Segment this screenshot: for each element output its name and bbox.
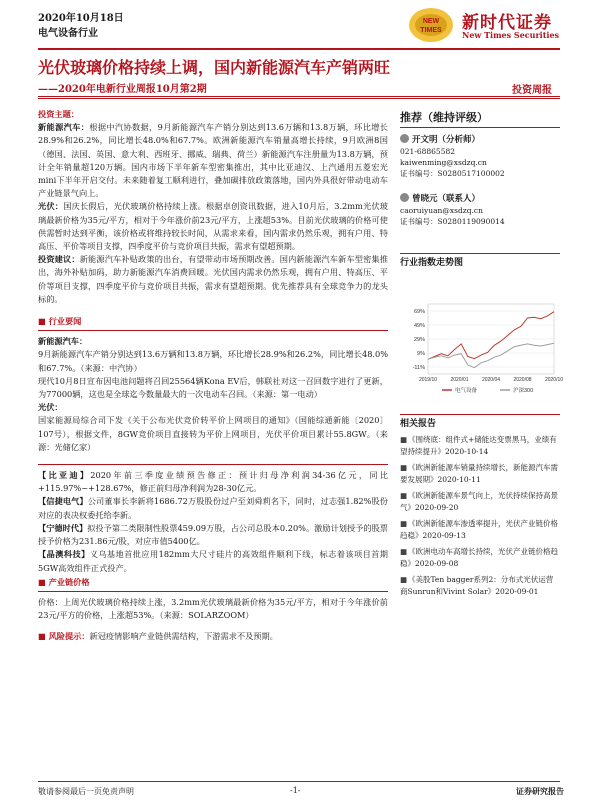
company-item: 【晶澳科技】义乌基地首批应用182mm大尺寸硅片的高效组件顺利下线，标志着该项目首期5GW高效组件正式投产。 bbox=[38, 549, 388, 573]
related-report-item[interactable]: ■《欧洲新能源车景气向上，光伏持续保持高景气》2020-09-20 bbox=[400, 491, 558, 512]
industry-name: 电气设备行业 bbox=[38, 28, 98, 39]
title-divider-top bbox=[38, 96, 560, 97]
news-heading: ■ 行业要闻 bbox=[38, 316, 82, 327]
brand-name-cn: 新时代证券 bbox=[462, 13, 552, 33]
logo-text-bottom: TIMES bbox=[420, 27, 442, 34]
page-number: -1- bbox=[290, 786, 301, 795]
footer-disclaimer: 敬请参阅最后一页免责声明 bbox=[38, 787, 134, 796]
company-divider bbox=[38, 464, 388, 465]
point-nev bbox=[38, 121, 388, 200]
chain-heading: ■ 产业链价格 bbox=[38, 576, 90, 587]
chart-title: 行业指数走势图 bbox=[400, 258, 464, 268]
legend-label: 沪深300 bbox=[513, 388, 534, 394]
title-divider-bottom bbox=[38, 98, 560, 99]
news-pv-p1: 国家能源局综合司下发《关于公布光伏竞价转平价上网项目的通知》（国能综通新能〔2020〕107号），根据文件，8GW竞价项目直接转为平价上网项目，光伏平价项目累计55.8GW。（来源：光储亿家） bbox=[38, 415, 388, 452]
point-pv-text: 国庆长假后，光伏玻璃价格持续上涨。根据卓创资讯数据，进入10月后，3.2mm光伏玻璃最新价格为35元/平方，相对于今年涨价前23元/平方，上涨超53%。目前光伏玻璃的价格可使供需暂时达到平衡，该价格或将维持较长时间，从需求来看，国内需求仍然乐观，拥有户用、特高压、平价等项目支撑，四季度平价与竞价项目共振，需求有望超预期。 bbox=[38, 201, 388, 252]
y-tick-label: 49% bbox=[413, 323, 425, 329]
analyst2-name: 曾晓元（联系人） bbox=[400, 193, 560, 205]
chart-divider bbox=[400, 253, 560, 254]
brand-logo bbox=[407, 6, 455, 44]
header-divider bbox=[38, 48, 560, 50]
related-report-item[interactable]: ■《围绕底：组件式+储能达变票黑马，业绩有望持续提升》2020-10-14 bbox=[400, 435, 557, 456]
person-icon bbox=[400, 134, 409, 143]
x-tick-label: 2020/01 bbox=[450, 377, 469, 383]
analyst2-email[interactable]: caoruiyuan@xsdzq.cn bbox=[400, 206, 483, 215]
point-pv-label: 光伏： bbox=[38, 201, 64, 212]
company-item: 【宁德时代】拟投予第二类限制性股票459.09万股，占公司总股本0.20%。激励计划授予的股票授予价格为231.86元/股，对应市值5400亿。 bbox=[38, 522, 388, 547]
company-name: 【晶澳科技】 bbox=[38, 549, 90, 560]
main-column bbox=[38, 108, 388, 644]
news-divider bbox=[38, 330, 388, 331]
rating-label: 推荐（维持评级） bbox=[400, 111, 488, 124]
analyst1-phone: 021-68865582 bbox=[400, 147, 456, 156]
news-pv-title: 光伏： bbox=[38, 402, 63, 413]
analyst1-email[interactable]: kaiwenming@xsdzq.cn bbox=[400, 158, 487, 167]
x-tick-label: 2020/04 bbox=[481, 377, 501, 383]
y-tick-label: 69% bbox=[413, 309, 425, 315]
point-nev-label: 新能源汽车： bbox=[38, 122, 90, 133]
legend-label: 电气设备 bbox=[455, 388, 478, 394]
y-tick-label: 29% bbox=[413, 337, 425, 343]
risk-note: ■ 风险提示：新冠疫情影响产业链供需结构，下游需求不及预期。 bbox=[38, 631, 278, 642]
report-title: 光伏玻璃价格持续上调，国内新能源汽车产销两旺 bbox=[38, 58, 391, 77]
analyst2-cert: 证书编号：S0280119090014 bbox=[400, 217, 505, 226]
sidebar bbox=[400, 108, 560, 269]
index-trend-chart bbox=[400, 296, 564, 396]
y-tick-label: 9% bbox=[417, 351, 425, 357]
related-report-item[interactable]: ■《欧洲新能源车渗透率提升，光伏产业链价格趋稳》2020-09-13 bbox=[400, 519, 558, 540]
risk-label: 风险提示： bbox=[48, 631, 90, 642]
footer-divider bbox=[38, 781, 560, 782]
x-tick-label: 2020/08 bbox=[513, 377, 532, 383]
news-nev-title: 新能源汽车： bbox=[38, 336, 88, 347]
company-item: 【比亚迪】2020年前三季度业绩预告修正：预计归母净利润34-36亿元，同比+115.97%~+128.67%，修正前归母净利润为28-30亿元。 bbox=[38, 470, 388, 494]
news-nev-p2: 现代10月8日宣布因电池问题将召回25564辆Kona EV后，韩联社对这一召回数字进行了更新，为77000辆，这也是全球迄今数量最大的一次电动车召回。（来源：第一电动） bbox=[38, 375, 388, 400]
brand-name-en: New Times Securities bbox=[462, 30, 560, 40]
person-icon bbox=[400, 193, 409, 202]
risk-text: 新冠疫情影响产业链供需结构，下游需求不及预期。 bbox=[89, 631, 278, 642]
report-subtitle: ——2020年电新行业周报10月第2期 bbox=[38, 84, 207, 95]
sidebar-divider bbox=[400, 127, 560, 128]
point-advice-label: 投资建议： bbox=[38, 254, 80, 265]
company-name: 【宁德时代】 bbox=[38, 522, 88, 533]
company-item: 【信捷电气】公司董事长李新将1686.72万股股份过户至刘舜莉名下，同时，过志强1.82%股份对应的表决权委托给李新。 bbox=[38, 496, 388, 520]
point-advice-text: 新能源汽车补贴政策的出台，有望带动市场预期改善。国内新能源汽车新车型密集推出，海外补贴加码，助力新能源汽车消费回暖。光伏国内需求仍然乐观，拥有户用、特高压、平价等项目支撑，四季度平价与竞价项目共振，需求有望超预期。优先推荐具有全球竞争力的龙头标的。 bbox=[38, 254, 388, 304]
chain-divider bbox=[38, 591, 388, 592]
x-tick-label: 2020/10 bbox=[544, 377, 564, 383]
news-nev-p1: 9月新能源汽车产销分别达到13.6万辆和13.8万辆，环比增长28.9%和26.2%，同比增长48.0%和67.7%。（来源：中汽协） bbox=[38, 349, 388, 373]
related-title: 相关报告 bbox=[400, 419, 437, 429]
related-divider bbox=[400, 414, 560, 415]
x-tick-label: 2019/10 bbox=[418, 377, 438, 383]
related-report-item[interactable]: ■《欧洲新能源车销量持续增长，新能源汽车需要发展期》2020-10-11 bbox=[400, 463, 558, 484]
company-name: 【比亚迪】 bbox=[38, 470, 91, 481]
analyst1-name: 开文明（分析师） bbox=[400, 134, 560, 146]
related-reports bbox=[400, 410, 560, 598]
point-nev-text: 根据中汽协数据，9月新能源汽车产销分别达到13.6万辆和13.8万辆，环比增长28.9%和26.2%，同比增长48.0%和67.7%。欧洲新能源汽车销量高增长持续，9月欧洲8国（德国、法国、英国、意大利、西班牙、挪威、瑞典、荷兰）新能源汽车注册量为13.8万辆，预计全年销量超120万辆。国内市场下半年新车型密集推出，其中比亚迪汉、上汽通用五菱宏光mini下半年开启交付。未来随着复工顺利进行，叠加碳排放政策落地，国内外具很好带动电动车产业链景气向上。 bbox=[38, 122, 388, 199]
logo-text-top: NEW bbox=[422, 18, 440, 25]
y-tick-label: -11% bbox=[412, 365, 425, 371]
point-pv bbox=[38, 200, 388, 253]
chain-text: 价格：上周光伏玻璃价格持续上涨，3.2mm光伏玻璃最新价格为35元/平方，相对于今年涨价前23元/平方的价格，上涨超53%。（来源：SOLARZOOM） bbox=[38, 596, 388, 621]
point-advice bbox=[38, 253, 388, 306]
points-heading: 投资主题： bbox=[38, 109, 79, 119]
analyst1-cert: 证书编号：S0280517100002 bbox=[400, 169, 505, 178]
company-name: 【信捷电气】 bbox=[38, 496, 88, 507]
report-type: 投资周报 bbox=[512, 85, 552, 96]
series-line bbox=[428, 312, 554, 360]
footer-report-label: 证券研究报告 bbox=[516, 786, 564, 796]
report-date: 2020年10月18日 bbox=[38, 13, 124, 24]
related-report-item[interactable]: ■《美股Ten bagger系列2：分布式光伏运营商Sunrun和Vivint Solar》2020-09-01 bbox=[400, 575, 554, 596]
related-report-item[interactable]: ■《欧洲电动车高增长持续，光伏产业链价格趋稳》2020-09-08 bbox=[400, 547, 558, 568]
